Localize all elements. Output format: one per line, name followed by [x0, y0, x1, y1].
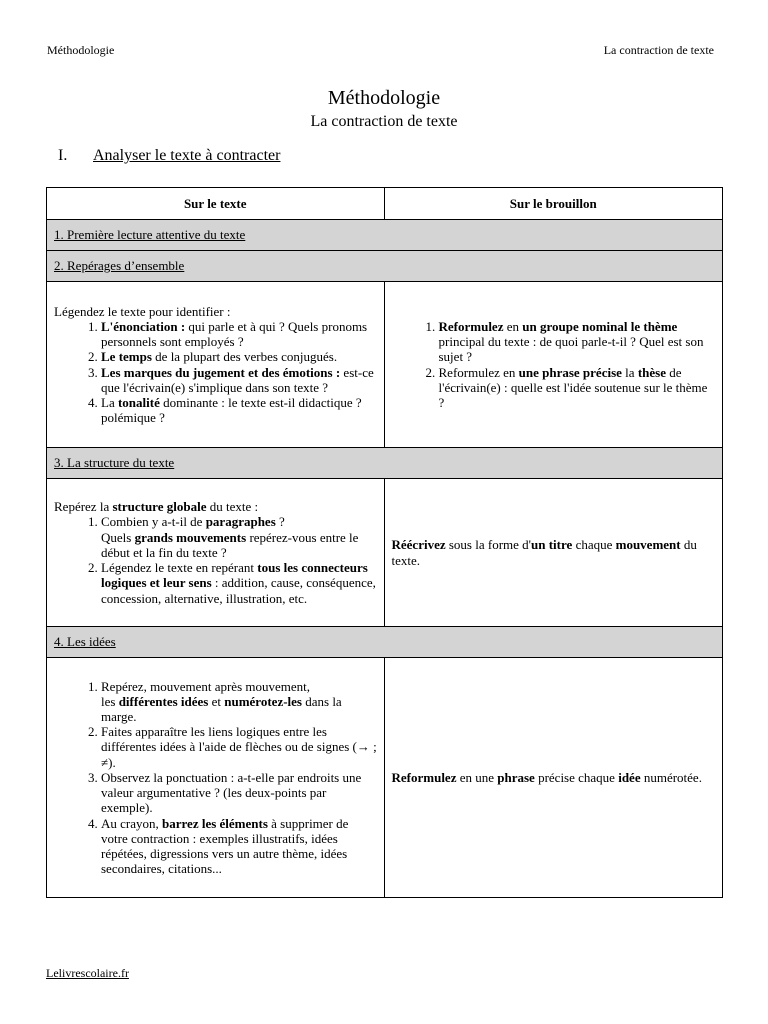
list	[54, 514, 378, 605]
table-row	[47, 658, 723, 898]
list-item: 3. Observez la ponctuation : a-t-elle par endroits une valeur argumentative ? (les deux-points par exemple).	[101, 770, 378, 816]
section-number: I.	[58, 147, 68, 164]
table-header-row	[47, 188, 723, 220]
page-subtitle: La contraction de texte	[310, 113, 458, 130]
list-item: 3. Les marques du jugement et des émotions : est-ce que l'écrivain(e) s'implique dans son texte ?	[101, 365, 378, 395]
section-row-3: 3. La structure du texte	[47, 448, 723, 479]
table-row	[47, 627, 723, 658]
column-header-text: Sur le texte	[47, 188, 385, 220]
list-item: 2. Le temps de la plupart des verbes conjugués.	[101, 349, 378, 364]
cell-draft-3: Réécrivez sous la forme d'un titre chaque mouvement du texte.	[384, 479, 723, 627]
table-row	[47, 282, 723, 448]
cell-intro: Repérez la structure globale du texte :	[54, 499, 259, 515]
list	[392, 319, 717, 410]
list-item: 1. Repérez, mouvement après mouvement, les différentes idées et numérotez-les dans la marge.	[101, 679, 378, 725]
header-right: La contraction de texte	[603, 43, 714, 57]
list-item: 2. Reformulez en une phrase précise la thèse de l'écrivain(e) : quelle est l'idée soutenue sur le thème ?	[439, 365, 717, 411]
page-title: Méthodologie	[327, 87, 441, 109]
table-row	[47, 479, 723, 627]
list	[54, 679, 378, 877]
cell-text-3	[47, 479, 385, 627]
cell-draft-2	[384, 282, 723, 448]
cell-text-4	[47, 658, 385, 898]
section-row-4: 4. Les idées	[47, 627, 723, 658]
cell-text-2	[47, 282, 385, 448]
header-left: Méthodologie	[47, 43, 115, 57]
list-item: 1. Combien y a-t-il de paragraphes ? Quels grands mouvements repérez-vous entre le début et la fin du texte ?	[101, 514, 378, 560]
table-row	[47, 448, 723, 479]
list-item: 2. Faites apparaître les liens logiques entre les différentes idées à l'aide de flèches ou de signes (→ ; ≠).	[101, 724, 378, 770]
table-row	[47, 251, 723, 282]
list-item: 4. La tonalité dominante : le texte est-il didactique ? polémique ?	[101, 395, 378, 425]
list-item: 1. Reformulez en un groupe nominal le thème principal du texte : de quoi parle-t-il ? Quel est son sujet ?	[439, 319, 717, 365]
table-row	[47, 220, 723, 251]
section-title: Analyser le texte à contracter	[93, 147, 281, 164]
column-header-draft: Sur le brouillon	[384, 188, 723, 220]
method-table	[46, 187, 723, 898]
cell-intro: Légendez le texte pour identifier :	[54, 303, 231, 319]
list-item: 4. Au crayon, barrez les éléments à supprimer de votre contraction : exemples illustratifs, idées répétées, digressions vers un autre thème, idées secondaires, citations...	[101, 816, 378, 877]
list-item: 1. L'énonciation : qui parle et à qui ? Quels pronoms personnels sont employés ?	[101, 319, 378, 349]
section-row-1: 1. Première lecture attentive du texte	[47, 220, 723, 251]
section-row-2: 2. Repérages d’ensemble	[47, 251, 723, 282]
list	[54, 319, 378, 425]
list-item: 2. Légendez le texte en repérant tous les connecteurs logiques et leur sens : addition, cause, conséquence, concession, alternative, illustration, etc.	[101, 560, 378, 606]
section-heading	[58, 147, 280, 165]
cell-draft-4: Reformulez en une phrase précise chaque idée numérotée.	[384, 658, 723, 898]
footer-link[interactable]: Lelivrescolaire.fr	[46, 966, 129, 980]
